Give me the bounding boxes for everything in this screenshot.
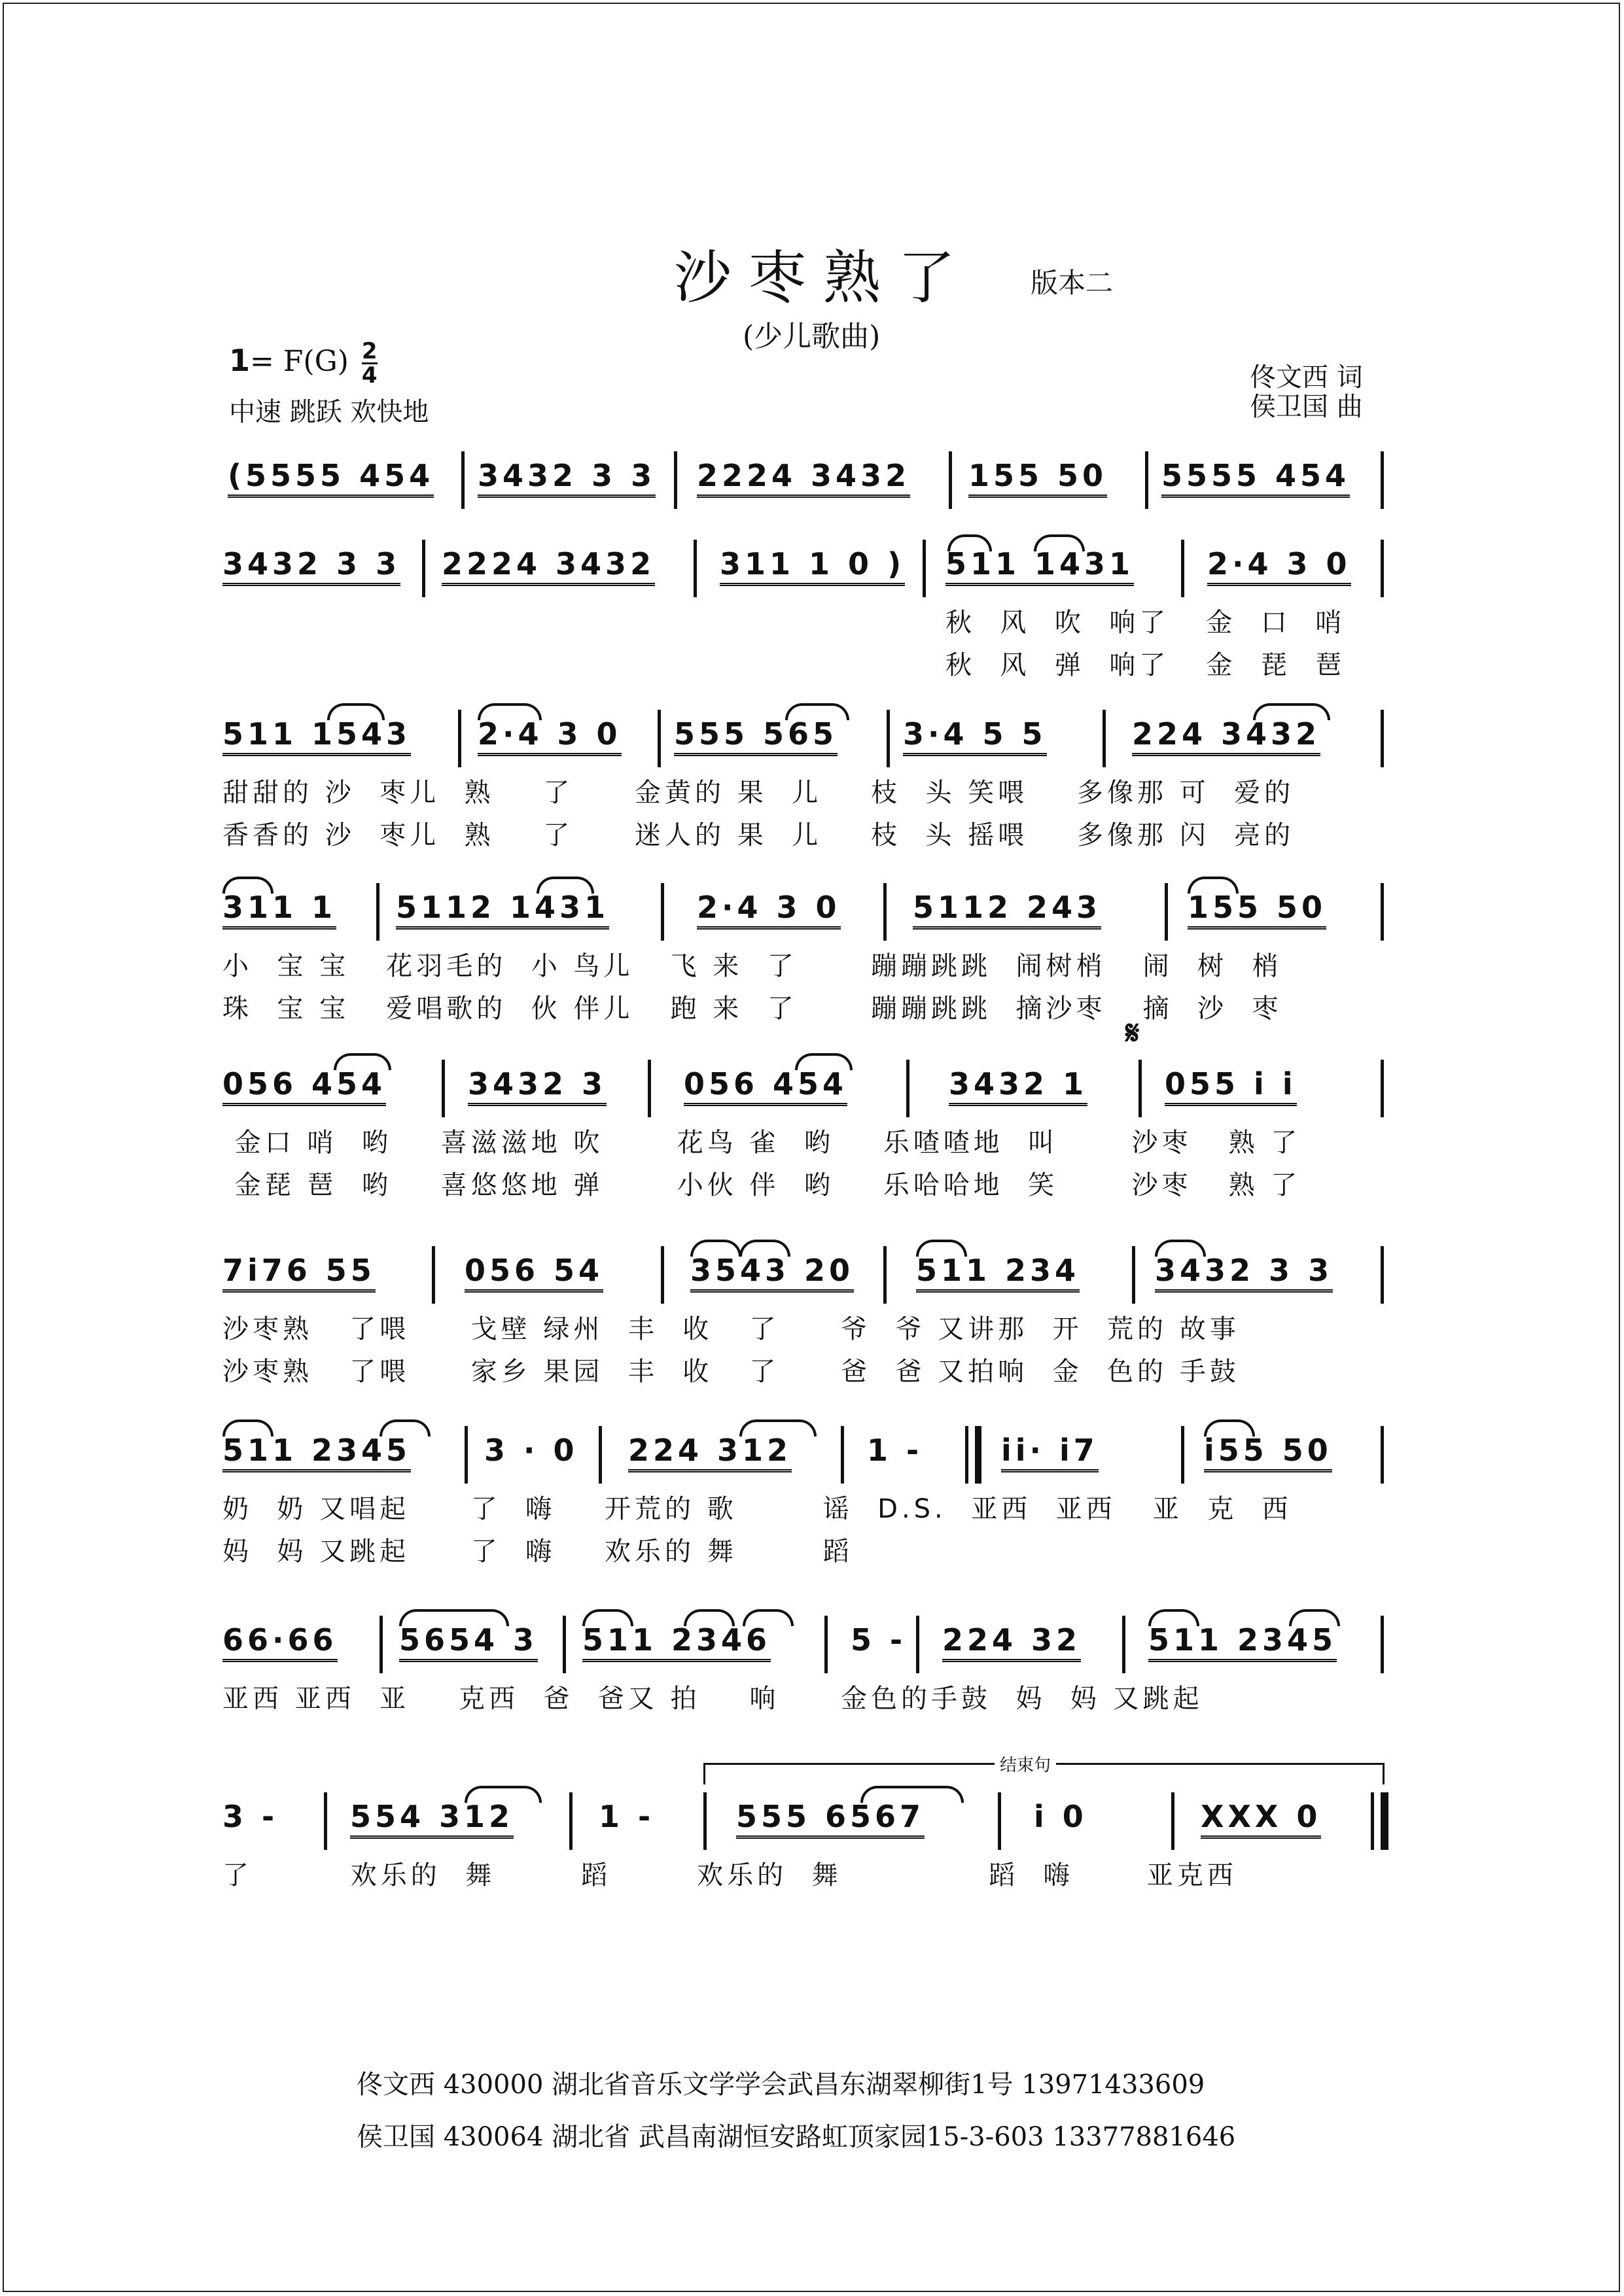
measure: 5112 243: [913, 890, 1101, 930]
measure: 155 50: [968, 458, 1107, 498]
footer-contact-composer: 侯卫国 430064 湖北省 武昌南湖恒安路虹顶家园15-3-603 13377881646: [357, 2122, 1236, 2152]
barline: [1122, 1616, 1125, 1673]
measure: 1 -: [599, 1799, 655, 1834]
barline: [1171, 1792, 1174, 1850]
measure: 056 454: [222, 1066, 386, 1106]
lyrics-verse-2: 香香的 沙 枣儿 熟 了 迷人的 果 儿 枝 头 摇喂 多像那 闪 亮的: [222, 820, 1295, 850]
barline: [1381, 451, 1384, 509]
lyrics-verse-1: 奶 奶 又唱起 了 嗨 开荒的 歌 谣 D.S. 亚西 亚西 亚 克 西: [222, 1494, 1292, 1524]
score-row-2: [222, 540, 1394, 680]
measure: 2·4 3 0: [1207, 546, 1351, 586]
barline: [376, 883, 380, 941]
lyricist-credit: 佟文西 词: [1250, 362, 1363, 392]
lyrics-verse-2: 珠 宝 宝 爱唱歌的 伙 伴儿 跑 来 了 蹦蹦跳跳 摘沙枣 摘 沙 枣: [222, 994, 1282, 1024]
lyrics-verse-1: 小 宝 宝 花羽毛的 小 鸟儿 飞 来 了 蹦蹦跳跳 闹树梢 闹 树 梢: [222, 951, 1282, 981]
lyrics-verse-1: 沙枣熟 了喂 戈壁 绿州 丰 收 了 爷 爷 又讲那 开 荒的 故事: [222, 1314, 1240, 1344]
time-signature: [362, 340, 378, 387]
score-row-6: [222, 1246, 1394, 1387]
barline: [1381, 1426, 1384, 1484]
barline: [916, 1616, 919, 1673]
score-row-8: [222, 1616, 1394, 1714]
measure: 3432 3: [468, 1066, 607, 1106]
measure: 555 565: [674, 716, 838, 756]
barline: [1381, 1616, 1384, 1673]
time-numerator: 2: [361, 338, 378, 364]
barline: [422, 540, 425, 597]
measure: 511 2345: [1148, 1622, 1337, 1662]
lyrics-verse-2: 妈 妈 又跳起 了 嗨 欢乐的 舞 蹈: [222, 1537, 853, 1567]
barline: [1381, 883, 1384, 941]
song-subtitle: (少儿歌曲): [743, 320, 881, 353]
measure: 511 2345: [222, 1433, 411, 1472]
measure: 3432 3 3: [478, 458, 656, 498]
version-label: 版本二: [1031, 267, 1114, 299]
barline: [1132, 1246, 1135, 1304]
score-row-1: [222, 451, 1394, 517]
measure: XXX 0: [1201, 1799, 1321, 1839]
composer-credit: 侯卫国 曲: [1250, 392, 1363, 422]
measure: 2224 3432: [697, 458, 910, 498]
score-row-9: [222, 1792, 1394, 1890]
barline: [694, 540, 697, 597]
ending-label: 结束句: [995, 1752, 1056, 1776]
barline: [661, 883, 664, 941]
measure: i 0: [1034, 1799, 1087, 1834]
barline: [569, 1792, 573, 1850]
measure: 511 1543: [222, 716, 411, 756]
measure: 224 312: [628, 1433, 792, 1472]
measure: 2·4 3 0: [697, 890, 841, 930]
measure: (5555 454: [228, 458, 434, 498]
measure: 055 i i: [1165, 1066, 1297, 1106]
measure: 5654 3: [399, 1622, 538, 1662]
measure: 3432 3 3: [222, 546, 400, 586]
barline: [1181, 1426, 1184, 1484]
measure: 3 -: [222, 1799, 279, 1834]
score-row-3: [222, 710, 1394, 850]
measure: 1 -: [867, 1433, 923, 1468]
measure: 224 3432: [1132, 716, 1320, 756]
measure: 66·66: [222, 1622, 338, 1662]
lyrics-verse-1: 金口 哨 哟 喜滋滋地 吹 花鸟 雀 哟 乐喳喳地 叫 沙枣 熟 了: [222, 1128, 1301, 1158]
barline: [1381, 710, 1384, 767]
barline: [703, 1792, 707, 1850]
measure: 511 2346: [582, 1622, 771, 1662]
measure: 3432 1: [949, 1066, 1087, 1106]
barline: [1181, 540, 1184, 597]
barline: [661, 1246, 664, 1304]
final-barline-thin: [1371, 1792, 1374, 1850]
measure: 5555 454: [1161, 458, 1350, 498]
barline: [923, 540, 926, 597]
tempo-marking: 中速 跳跃 欢快地: [229, 397, 429, 427]
lyrics-verse-1: 甜甜的 沙 枣儿 熟 了 金黄的 果 儿 枝 头 笑喂 多像那 可 爱的: [222, 778, 1295, 808]
measure: 2·4 3 0: [478, 716, 622, 756]
barline: [824, 1616, 828, 1673]
measure: 554 312: [350, 1799, 514, 1839]
barline: [887, 710, 890, 767]
barline: [432, 1246, 435, 1304]
lyrics-verse-2: 秋 风 弹 响了 金 琵 琶: [945, 650, 1346, 680]
key-rest: = F(G): [250, 345, 349, 378]
score-row-7: [222, 1426, 1394, 1567]
measure: 2224 3432: [442, 546, 655, 586]
repeat-barline: [965, 1426, 968, 1484]
barline: [1381, 1246, 1384, 1304]
barline: [442, 1060, 445, 1117]
measure: 5112 1431: [396, 890, 609, 930]
footer-contact-lyricist: 佟文西 430000 湖北省音乐文学学会武昌东湖翠柳街1号 13971433609: [357, 2070, 1205, 2100]
measure: 311 1: [222, 890, 336, 930]
measure: 511 1431: [945, 546, 1134, 586]
measure: 555 6567: [736, 1799, 925, 1839]
measure: ii· i7: [1001, 1433, 1099, 1472]
song-title: 沙枣熟了: [674, 244, 973, 311]
barline: [906, 1060, 909, 1117]
barline: [461, 451, 465, 509]
lyrics-verse-1: 了 欢乐的 舞 蹈 欢乐的 舞 蹈 嗨 亚克西: [222, 1860, 1237, 1890]
measure: 3 · 0: [484, 1433, 578, 1468]
barline: [1381, 540, 1384, 597]
measure: 311 1 0 ): [720, 546, 905, 586]
score-row-5: [222, 1014, 1394, 1200]
barline: [648, 1060, 651, 1117]
barline: [658, 710, 661, 767]
measure: 7i76 55: [222, 1253, 376, 1293]
barline: [1103, 710, 1106, 767]
final-barline-thick: [1381, 1792, 1388, 1850]
measure: 5 -: [851, 1622, 907, 1658]
barline: [883, 883, 887, 941]
barline: [380, 1616, 383, 1673]
barline: [841, 1426, 844, 1484]
barline: [949, 451, 952, 509]
barline: [324, 1792, 327, 1850]
measure: 3·4 5 5: [903, 716, 1047, 756]
key-prefix: 1: [229, 343, 251, 378]
measure: 155 50: [1188, 890, 1326, 930]
barline: [674, 451, 677, 509]
measure: 224 32: [942, 1622, 1081, 1662]
barline: [1165, 883, 1168, 941]
measure: 3432 3 3: [1155, 1253, 1333, 1293]
score-row-4: [222, 883, 1394, 1024]
lyrics-verse-2: 金琵 琶 哟 喜悠悠地 弹 小伙 伴 哟 乐哈哈地 笑 沙枣 熟 了: [222, 1170, 1301, 1200]
barline: [998, 1792, 1001, 1850]
lyrics-verse-1: 亚西 亚西 亚 克西 爸 爸又 拍 响 金色的手鼓 妈 妈 又跳起: [222, 1684, 1203, 1714]
measure: 056 54: [465, 1253, 603, 1293]
barline: [1381, 1060, 1384, 1117]
measure: 511 234: [916, 1253, 1080, 1293]
barline: [563, 1616, 566, 1673]
barline: [1145, 451, 1148, 509]
barline: [1139, 1060, 1142, 1117]
measure: 056 454: [684, 1066, 847, 1106]
repeat-barline-thick: [975, 1426, 981, 1484]
barline: [599, 1426, 602, 1484]
measure: 3543 20: [690, 1253, 854, 1293]
lyrics-verse-1: 秋 风 吹 响了 金 口 哨: [945, 608, 1346, 638]
lyrics-verse-2: 沙枣熟 了喂 家乡 果园 丰 收 了 爸 爸 又拍响 金 色的 手鼓: [222, 1357, 1240, 1387]
segno-icon: 𝄋: [1125, 1014, 1140, 1052]
barline: [883, 1246, 887, 1304]
barline: [458, 710, 461, 767]
barline: [465, 1426, 468, 1484]
measure: i55 50: [1204, 1433, 1332, 1472]
time-denominator: 4: [361, 362, 378, 389]
key-signature: [229, 340, 378, 387]
